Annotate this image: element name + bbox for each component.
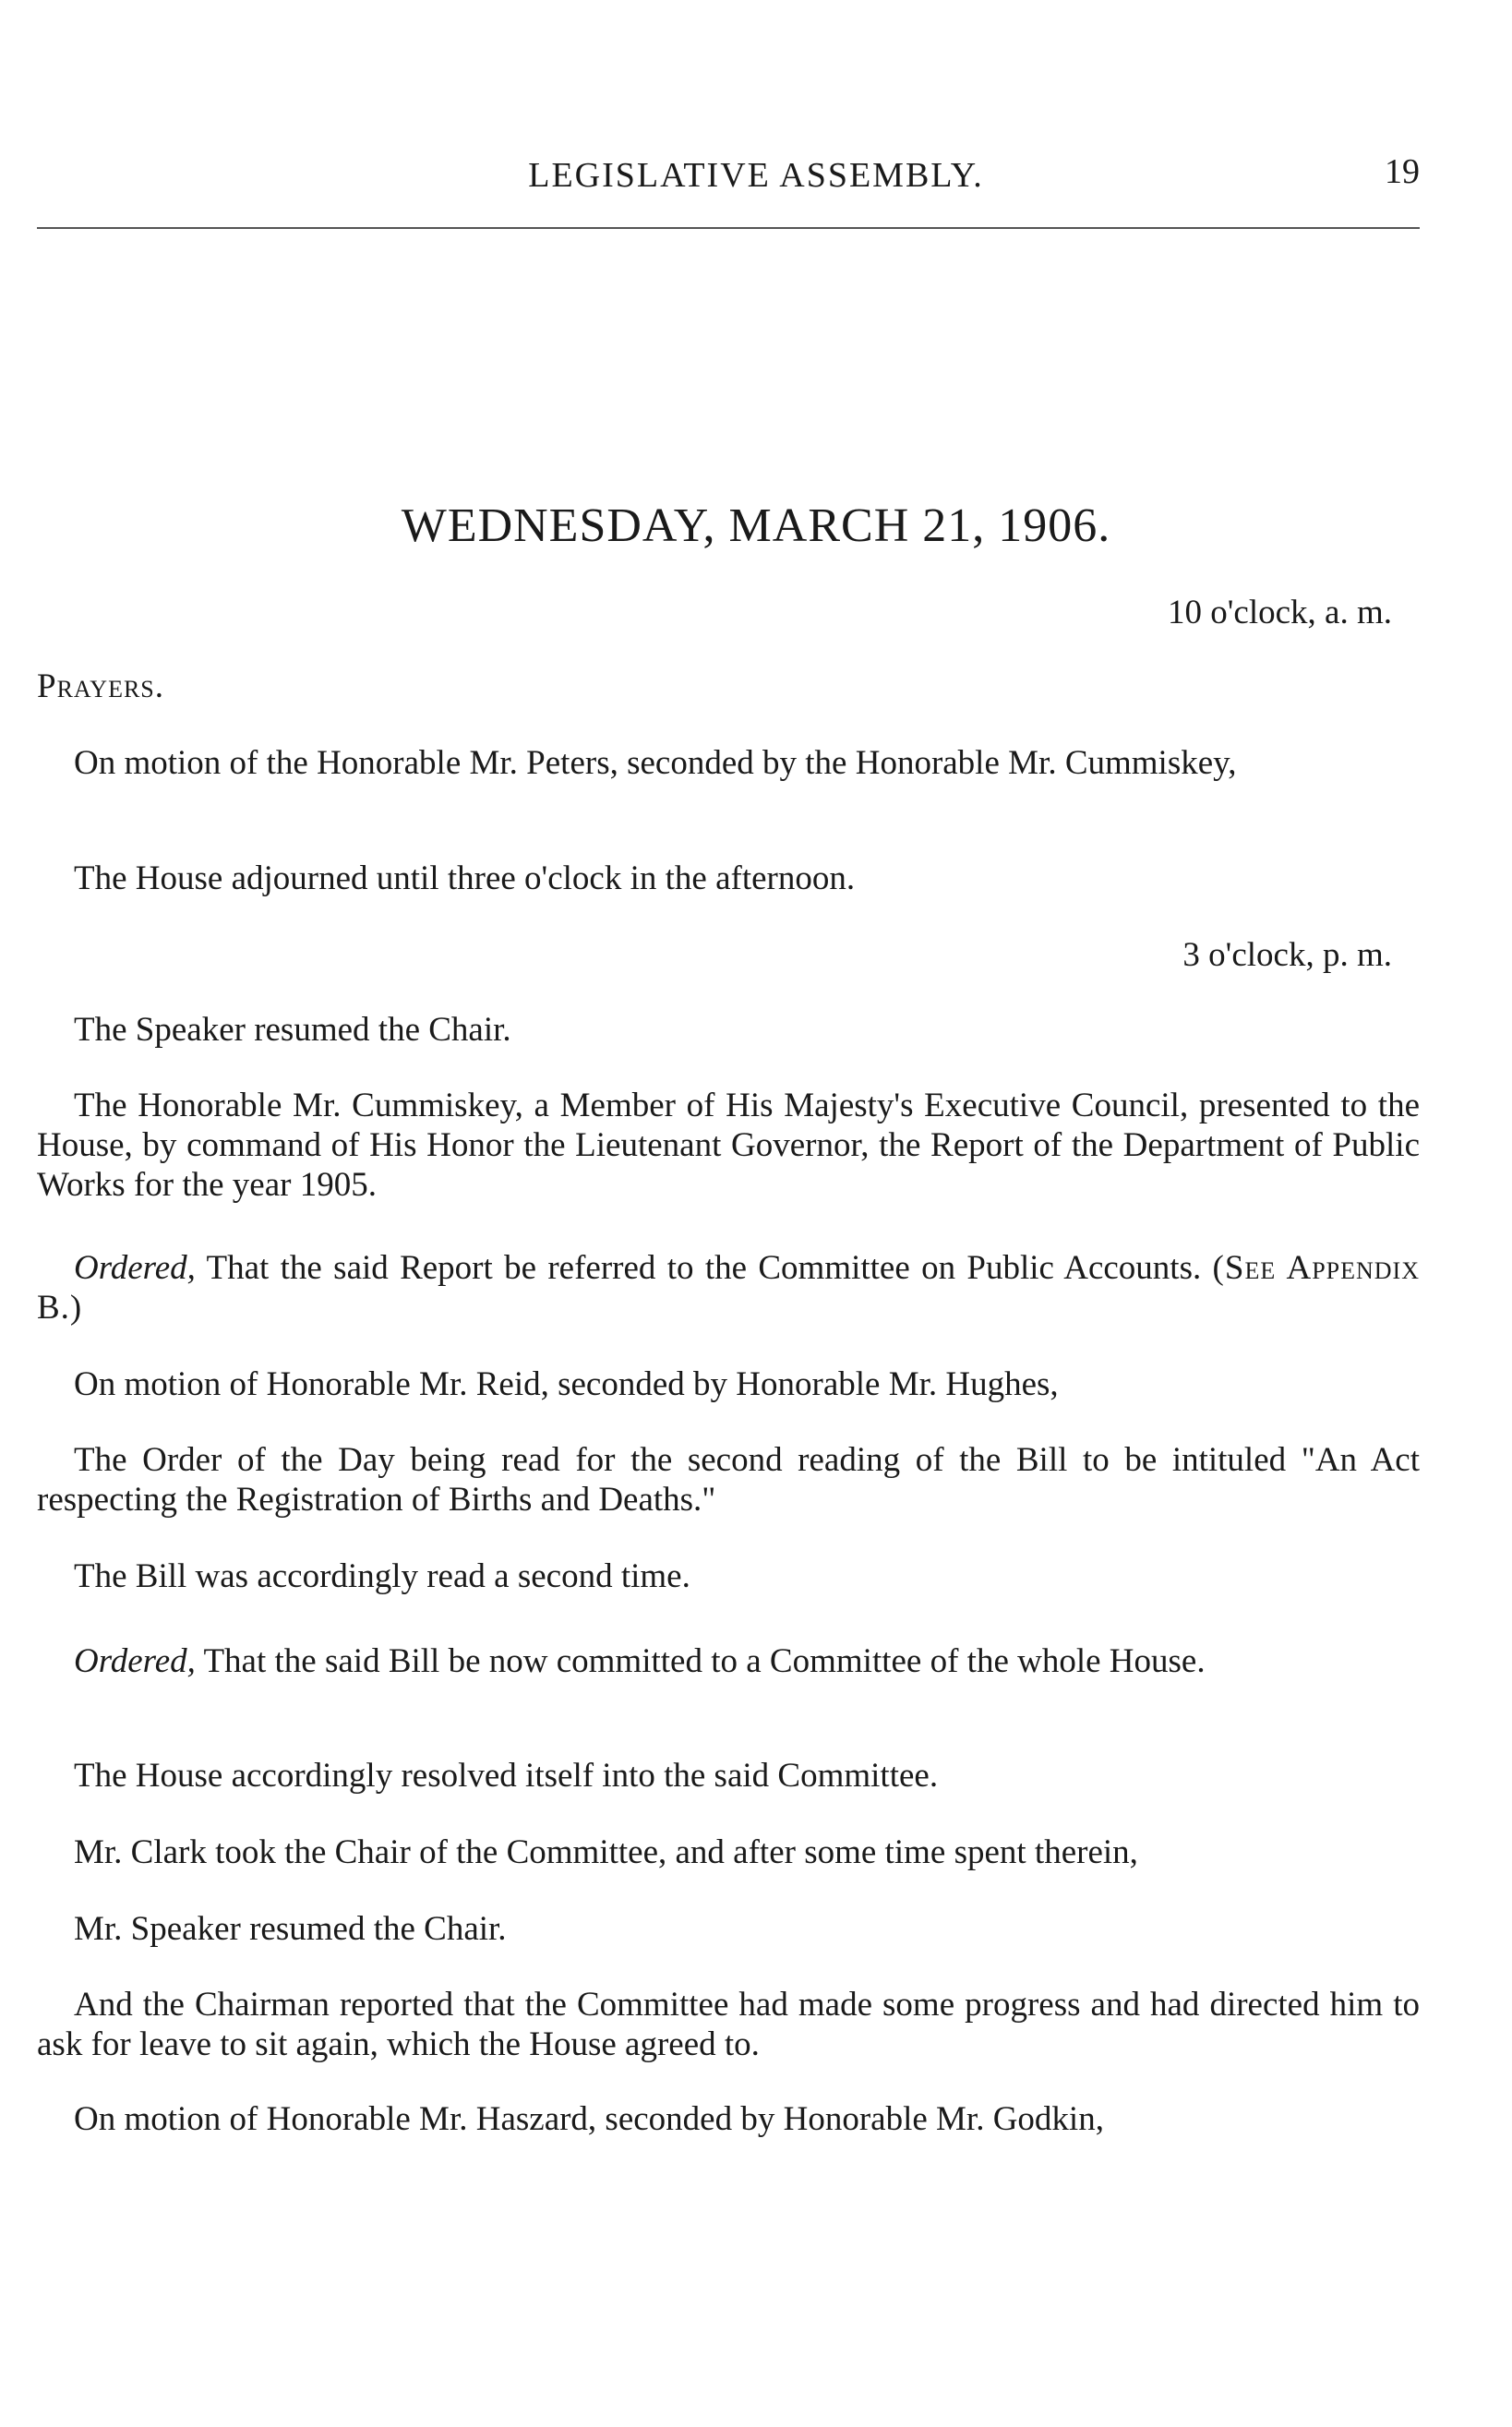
paragraph-bill-ordered (37, 1641, 1420, 1681)
paragraph-order-of-day: The Order of the Day being read for the second reading of the Bill to be intituled "An Act respecting the Registration of Births and Deaths." (37, 1441, 1420, 1519)
paragraph-adjourned: The House adjourned until three o'clock in the afternoon. (74, 859, 856, 897)
paragraph-chairman-reported: And the Chairman reported that the Committee had made some progress and had directed him to ask for leave to sit again, which the House agreed to. (37, 1986, 1420, 2063)
paragraph-motion-peters: On motion of the Honorable Mr. Peters, seconded by the Honorable Mr. Cummiskey, (74, 744, 1237, 782)
time-afternoon: 3 o'clock, p. m. (1182, 936, 1392, 974)
appendix-reference: (See Appendix B.) (37, 1249, 1420, 1327)
paragraph-speaker-resumed: The Speaker resumed the Chair. (74, 1011, 511, 1049)
header-rule (37, 227, 1420, 229)
paragraph-motion-haszard: On motion of Honorable Mr. Haszard, seconded by Honorable Mr. Godkin, (74, 2100, 1104, 2138)
paragraph-committee-resolved: The House accordingly resolved itself into the said Committee. (74, 1757, 939, 1795)
prayers-heading: Prayers. (37, 667, 165, 705)
paragraph-motion-reid: On motion of Honorable Mr. Reid, seconded by Honorable Mr. Hughes, (74, 1365, 1059, 1403)
ordered-text: That the said Bill be now committed to a Committee of the whole House. (195, 1642, 1206, 1680)
ordered-label: Ordered, (74, 1249, 196, 1287)
date-heading: WEDNESDAY, MARCH 21, 1906. (401, 499, 1111, 552)
paragraph-second-reading: The Bill was accordingly read a second time. (74, 1557, 690, 1595)
ordered-label: Ordered, (74, 1642, 196, 1680)
running-title: LEGISLATIVE ASSEMBLY. (528, 156, 984, 195)
paragraph-report-ordered (37, 1248, 1420, 1328)
paragraph-speaker-resumed-2: Mr. Speaker resumed the Chair. (74, 1910, 507, 1948)
paragraph-clark-chair: Mr. Clark took the Chair of the Committee, and after some time spent therein, (74, 1833, 1138, 1871)
paragraph-report-presented: The Honorable Mr. Cummiskey, a Member of His Majesty's Executive Council, presented to the House, by command of His Honor the Lieutenant Governor, the Report of the Department of Public Works for the year 1905. (37, 1087, 1420, 1204)
ordered-text: That the said Report be referred to the Committee on Public Accounts. (195, 1249, 1213, 1287)
page-number: 19 (1385, 152, 1420, 191)
time-morning: 10 o'clock, a. m. (1168, 594, 1392, 631)
